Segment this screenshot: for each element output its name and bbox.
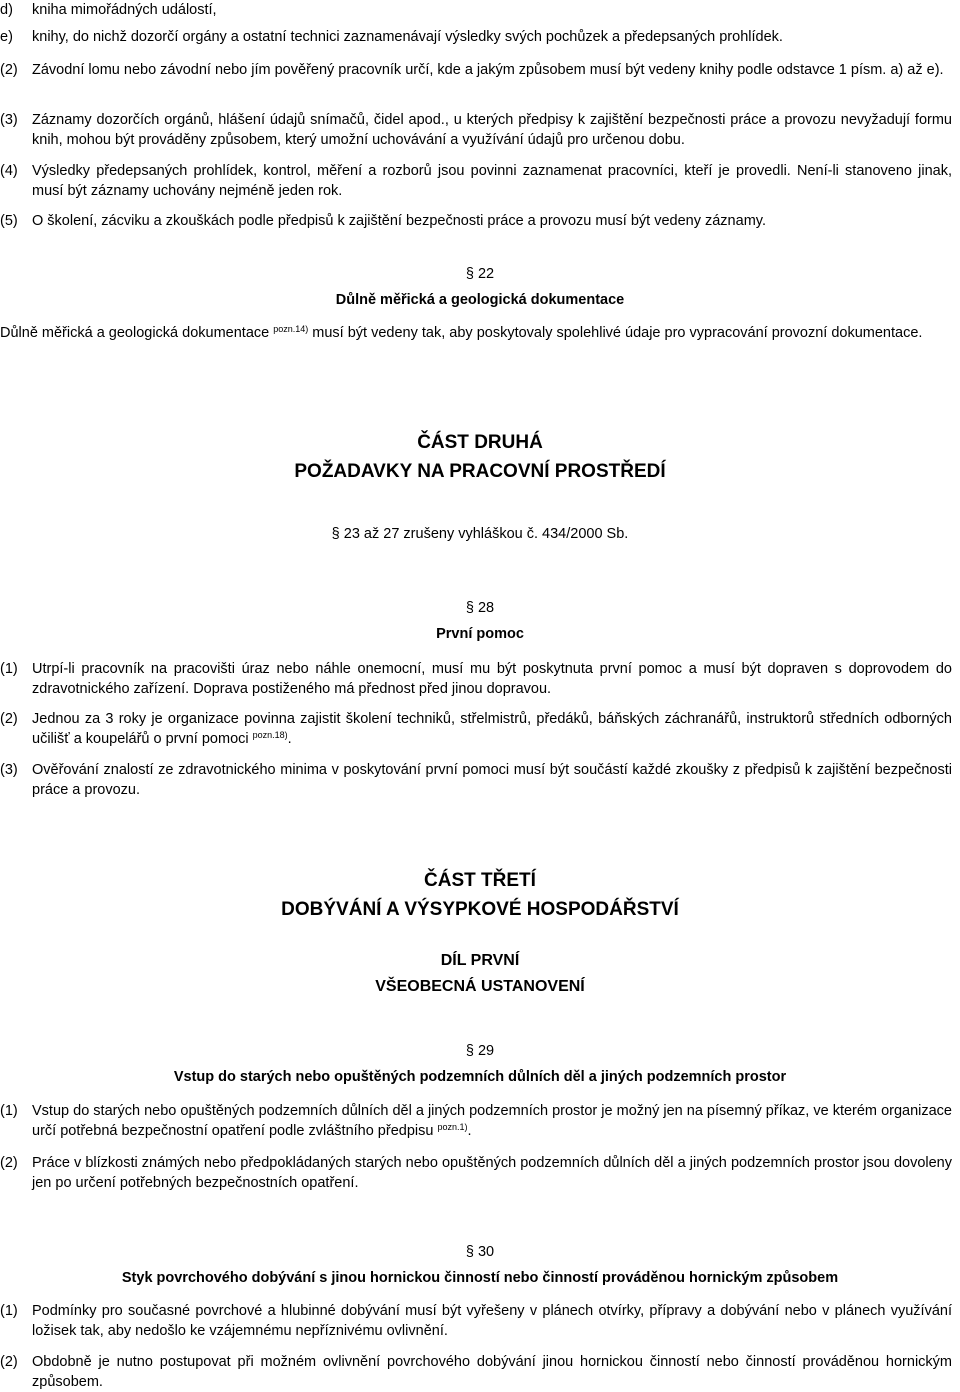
footnote-reference: pozn.1) bbox=[437, 1122, 468, 1132]
paragraph-21-3 bbox=[0, 110, 952, 150]
paragraph-number: (2) bbox=[0, 62, 18, 78]
paragraph-21-5 bbox=[0, 211, 952, 231]
section-30-title: Styk povrchového dobývání s jinou hornickou činností nebo činností prováděnou hornickým způsobem bbox=[121, 1270, 839, 1286]
division-heading: DÍL PRVNÍ bbox=[440, 952, 520, 969]
paragraph-number: (5) bbox=[0, 213, 18, 229]
paragraph-number: (1) bbox=[0, 1103, 18, 1119]
paragraph-end: . bbox=[467, 1123, 472, 1139]
section-22-title: Důlně měřická a geologická dokumentace bbox=[335, 292, 625, 308]
paragraph-text: Práce v blízkosti známých nebo předpokládaných starých nebo opuštěných podzemních důlních děl a jiných podzemních prostor jsou dovoleny jen po určení potřebných bezpečnostních opatření. bbox=[32, 1155, 952, 1191]
paragraph-22 bbox=[0, 323, 952, 343]
paragraph-number: (4) bbox=[0, 163, 18, 179]
section-28-number: § 28 bbox=[465, 600, 495, 616]
paragraph-number: (2) bbox=[0, 1155, 18, 1171]
paragraph-text: Utrpí-li pracovník na pracovišti úraz nebo náhle onemocní, musí mu být poskytnuta první pomoc a musí být dopraven s doprovodem do zdravotnického zařízení. Doprava postiženého má přednost před jinou dopravou. bbox=[32, 661, 952, 697]
section-28-title: První pomoc bbox=[436, 626, 524, 642]
item-label: e) bbox=[0, 29, 13, 45]
paragraph-end: . bbox=[287, 731, 292, 747]
paragraph-number: (2) bbox=[0, 1354, 18, 1370]
paragraph-21-2 bbox=[0, 60, 952, 80]
section-29-number: § 29 bbox=[465, 1043, 495, 1059]
repealed-sections-note: § 23 až 27 zrušeny vyhláškou č. 434/2000 Sb. bbox=[331, 526, 629, 542]
paragraph-21-4 bbox=[0, 161, 952, 201]
paragraph-number: (3) bbox=[0, 762, 18, 778]
part-2-heading: ČÁST DRUHÁ bbox=[417, 432, 543, 453]
item-label: d) bbox=[0, 2, 13, 18]
paragraph-30-1 bbox=[0, 1301, 952, 1341]
list-item-d bbox=[0, 0, 952, 20]
paragraph-28-1 bbox=[0, 659, 952, 699]
paragraph-28-2 bbox=[0, 709, 952, 749]
paragraph-number: (1) bbox=[0, 1303, 18, 1319]
paragraph-29-2 bbox=[0, 1153, 952, 1193]
part-3-heading: ČÁST TŘETÍ bbox=[424, 870, 536, 891]
section-22-number: § 22 bbox=[465, 266, 495, 282]
paragraph-text: Výsledky předepsaných prohlídek, kontrol, měření a rozborů jsou povinni zaznamenat pracovníci, kteří je provedli. Není-li stanoveno jinak, musí být záznamy uchovány nejméně jeden rok. bbox=[32, 163, 952, 199]
paragraph-text: Záznamy dozorčích orgánů, hlášení údajů snímačů, čidel apod., u kterých předpisy k zajištění bezpečnosti práce a provozu nevyžadují formu knih, mohou být prováděny způsobem, který umožní uchovávání a využívání údajů pro určenou dobu. bbox=[32, 112, 952, 148]
paragraph-number: (3) bbox=[0, 112, 18, 128]
paragraph-text: O školení, zácviku a zkouškách podle předpisů k zajištění bezpečnosti práce a provozu musí být vedeny záznamy. bbox=[32, 213, 766, 229]
section-30-number: § 30 bbox=[465, 1244, 495, 1260]
list-item-e bbox=[0, 27, 952, 47]
paragraph-text: Ověřování znalostí ze zdravotnického minima v poskytování první pomoci musí být součástí každé zkoušky z předpisů k zajištění bezpečnosti práce a provozu. bbox=[32, 762, 952, 798]
paragraph-30-2 bbox=[0, 1352, 952, 1392]
paragraph-text: Vstup do starých nebo opuštěných podzemních důlních děl a jiných podzemních prostor je možný jen na písemný příkaz, ve kterém organizace určí potřebná bezpečnostní opatření podle zvláštního předpisu bbox=[32, 1103, 952, 1139]
paragraph-number: (2) bbox=[0, 711, 18, 727]
item-text: kniha mimořádných událostí, bbox=[32, 2, 217, 18]
paragraph-text: Obdobně je nutno postupovat při možném ovlivnění povrchového dobývání jinou hornickou činností nebo činností prováděnou hornickým způsobem. bbox=[32, 1354, 952, 1390]
part-3-title: DOBÝVÁNÍ A VÝSYPKOVÉ HOSPODÁŘSTVÍ bbox=[281, 899, 679, 920]
paragraph-text: Důlně měřická a geologická dokumentace bbox=[0, 325, 274, 341]
paragraph-29-1 bbox=[0, 1101, 952, 1141]
paragraph-text-continued: musí být vedeny tak, aby poskytovaly spolehlivé údaje pro vypracování provozní dokumentace. bbox=[308, 325, 923, 341]
part-2-title: POŽADAVKY NA PRACOVNÍ PROSTŘEDÍ bbox=[294, 461, 666, 482]
footnote-reference: pozn.18) bbox=[252, 730, 288, 740]
paragraph-number: (1) bbox=[0, 661, 18, 677]
division-title: VŠEOBECNÁ USTANOVENÍ bbox=[375, 978, 585, 995]
section-29-title: Vstup do starých nebo opuštěných podzemních důlních děl a jiných podzemních prostor bbox=[173, 1069, 787, 1085]
paragraph-text: Podmínky pro současné povrchové a hlubinné dobývání musí být vyřešeny v plánech otvírky, přípravy a dobývání nebo v plánech využívání ložisek tak, aby nedošlo ke vzájemnému nepříznivému ovlivnění. bbox=[32, 1303, 952, 1339]
paragraph-28-3 bbox=[0, 760, 952, 800]
paragraph-text: Jednou za 3 roky je organizace povinna zajistit školení techniků, střelmistrů, předáků, báňských záchranářů, instruktorů středních odborných učilišť a koupelářů o první pomoci bbox=[32, 711, 952, 747]
paragraph-text: Závodní lomu nebo závodní nebo jím pověřený pracovník určí, kde a jakým způsobem musí být vedeny knihy podle odstavce 1 písm. a) až e). bbox=[32, 62, 944, 78]
item-text: knihy, do nichž dozorčí orgány a ostatní technici zaznamenávají výsledky svých pochůzek a předepsaných prohlídek. bbox=[32, 29, 783, 45]
footnote-reference: pozn.14) bbox=[273, 324, 309, 334]
